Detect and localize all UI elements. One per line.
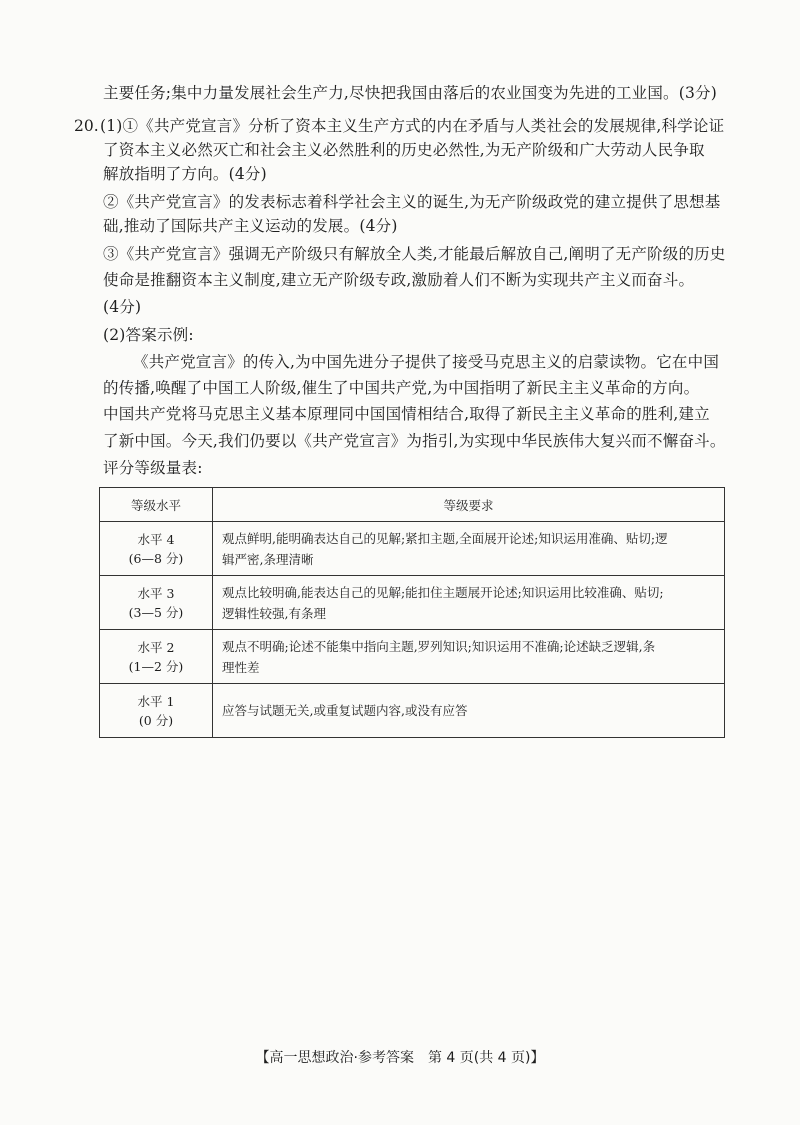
q20-part1-point3-line1: ③《共产党宣言》强调无产阶级只有解放全人类,才能最后解放自己,阐明了无产阶级的历史 bbox=[103, 245, 726, 263]
requirement-line: 辑严密,条理清晰 bbox=[222, 551, 314, 567]
requirement-line: 逻辑性较强,有条理 bbox=[222, 605, 326, 621]
essay-line-4: 了新中国。今天,我们仍要以《共产党宣言》为指引,为实现中华民族伟大复兴而不懈奋斗。 bbox=[103, 432, 726, 450]
requirement-cell bbox=[213, 522, 725, 576]
level-score: (1—2 分) bbox=[128, 658, 184, 674]
requirement-line: 观点比较明确,能表达自己的见解;能扣住主题展开论述;知识运用比较准确、贴切; bbox=[222, 584, 664, 600]
q20-part1-point1-line3: 解放指明了方向。(4分) bbox=[103, 165, 267, 183]
requirement-line: 应答与试题无关,或重复试题内容,或没有应答 bbox=[222, 703, 468, 718]
header-level: 等级水平 bbox=[100, 488, 213, 522]
question-number-20: 20. bbox=[74, 117, 99, 135]
header-requirement: 等级要求 bbox=[213, 488, 725, 522]
level-name: 水平 2 bbox=[137, 639, 175, 655]
essay-line-3: 中国共产党将马克思主义基本原理同中国国情相结合,取得了新民主主义革命的胜利,建立 bbox=[103, 405, 710, 423]
requirement-cell bbox=[213, 576, 725, 630]
requirement-cell bbox=[213, 630, 725, 684]
q20-part2-heading: (2)答案示例: bbox=[103, 326, 194, 344]
level-cell bbox=[100, 576, 213, 630]
grading-scale-table bbox=[99, 487, 725, 738]
level-score: (3—5 分) bbox=[128, 604, 184, 620]
q20-part1-point1-line2: 了资本主义必然灭亡和社会主义必然胜利的历史必然性,为无产阶级和广大劳动人民争取 bbox=[103, 141, 705, 159]
q20-part1-point1-line1: (1)①《共产党宣言》分析了资本主义生产方式的内在矛盾与人类社会的发展规律,科学论证 bbox=[100, 117, 725, 135]
requirement-line: 观点鲜明,能明确表达自己的见解;紧扣主题,全面展开论述;知识运用准确、贴切;逻 bbox=[222, 530, 668, 546]
requirement-line: 观点不明确;论述不能集中指向主题,罗列知识;知识运用不准确;论述缺乏逻辑,条 bbox=[222, 638, 656, 654]
level-cell bbox=[100, 630, 213, 684]
page-footer: 【高一思想政治·参考答案 第 4 页(共 4 页)】 bbox=[255, 1050, 545, 1066]
table-header-row bbox=[100, 488, 725, 522]
requirement-line: 理性差 bbox=[222, 659, 260, 675]
level-score: (0 分) bbox=[138, 712, 174, 728]
answer-line-task: 主要任务;集中力量发展社会生产力,尽快把我国由落后的农业国变为先进的工业国。(3分) bbox=[103, 84, 718, 102]
level-cell bbox=[100, 522, 213, 576]
table-row bbox=[100, 684, 725, 738]
requirement-cell bbox=[213, 684, 725, 738]
q20-part1-point2-line1: ②《共产党宣言》的发表标志着科学社会主义的诞生,为无产阶级政党的建立提供了思想基 bbox=[103, 193, 721, 211]
q20-part1-point3-line3: (4分) bbox=[103, 298, 142, 316]
q20-part1-point2-line2: 础,推动了国际共产主义运动的发展。(4分) bbox=[103, 217, 398, 235]
table-row bbox=[100, 576, 725, 630]
table-caption: 评分等级量表: bbox=[103, 459, 203, 477]
level-name: 水平 3 bbox=[137, 585, 175, 601]
table-row bbox=[100, 522, 725, 576]
level-cell bbox=[100, 684, 213, 738]
table-row bbox=[100, 630, 725, 684]
level-name: 水平 1 bbox=[137, 693, 175, 709]
level-name: 水平 4 bbox=[137, 531, 175, 547]
q20-part1-point3-line2: 使命是推翻资本主义制度,建立无产阶级专政,激励着人们不断为实现共产主义而奋斗。 bbox=[103, 271, 695, 289]
essay-line-2: 的传播,唤醒了中国工人阶级,催生了中国共产党,为中国指明了新民主主义革命的方向。 bbox=[103, 379, 700, 397]
level-score: (6—8 分) bbox=[128, 550, 184, 566]
essay-line-1: 《共产党宣言》的传入,为中国先进分子提供了接受马克思主义的启蒙读物。它在中国 bbox=[133, 353, 720, 371]
